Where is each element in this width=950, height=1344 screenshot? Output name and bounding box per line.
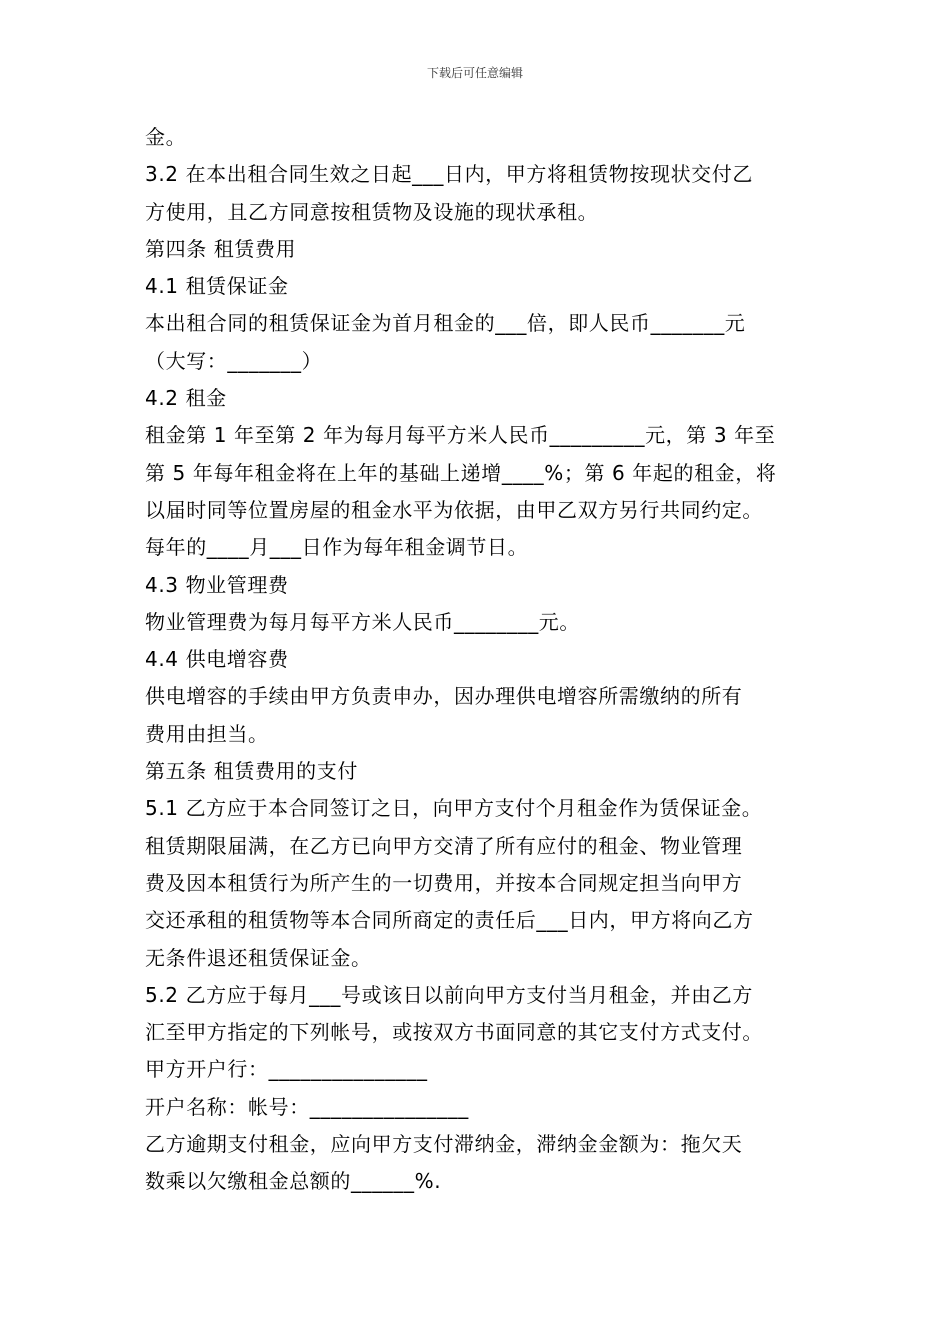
text-line: 交还承租的租赁物等本合同所商定的责任后___日内，甲方将向乙方 [145,908,754,933]
subsection-heading: 4.1 租赁保证金 [145,274,289,299]
text-line: 开户名称：帐号：_______________ [145,1094,469,1119]
text-line: （大写：_______） [145,348,323,373]
text-line: 第 5 年每年租金将在上年的基础上递增____%；第 6 年起的租金，将 [145,460,777,485]
text-line: 费及因本租赁行为所产生的一切费用，并按本合同规定担当向甲方 [145,870,743,895]
subsection-heading: 4.4 供电增容费 [145,647,289,672]
text-line: 3.2 在本出租合同生效之日起___日内，甲方将租赁物按现状交付乙 [145,162,753,187]
text-line: 甲方开户行：_______________ [145,1057,428,1082]
section-heading: 第四条 租赁费用 [145,236,297,261]
text-line: 5.2 乙方应于每月___号或该日以前向甲方支付当月租金，并由乙方 [145,982,753,1007]
text-line: 每年的____月___日作为每年租金调节日。 [145,535,529,560]
text-line: 5.1 乙方应于本合同签订之日，向甲方支付个月租金作为赁保证金。 [145,796,763,821]
text-line: 供电增容的手续由甲方负责申办，因办理供电增容所需缴纳的所有 [145,684,743,709]
text-line: 租赁期限届满，在乙方已向甲方交清了所有应付的租金、物业管理 [145,833,743,858]
subsection-heading: 4.3 物业管理费 [145,572,289,597]
text-line: 乙方逾期支付租金，应向甲方支付滞纳金，滞纳金金额为：拖欠天 [145,1132,743,1157]
text-line: 本出租合同的租赁保证金为首月租金的___倍，即人民币_______元 [145,311,746,336]
page-header: 下载后可任意编辑 [426,66,523,80]
text-line: 无条件退还租赁保证金。 [145,945,372,970]
text-line: 租金第 1 年至第 2 年为每月每平方米人民币_________元，第 3 年至 [145,423,776,448]
text-line: 费用由担当。 [145,721,269,746]
text-line: 金。 [145,125,187,149]
section-heading: 第五条 租赁费用的支付 [145,759,358,784]
text-line: 方使用，且乙方同意按租赁物及设施的现状承租。 [145,199,599,224]
subsection-heading: 4.2 租金 [145,386,227,411]
text-line: 物业管理费为每月每平方米人民币________元。 [145,609,580,634]
text-line: 汇至甲方指定的下列帐号，或按双方书面同意的其它支付方式支付。 [145,1020,763,1045]
text-line: 以届时同等位置房屋的租金水平为依据，由甲乙双方另行共同约定。 [145,497,763,522]
document-body [145,119,825,1201]
text-line: 数乘以欠缴租金总额的______%. [145,1169,442,1194]
